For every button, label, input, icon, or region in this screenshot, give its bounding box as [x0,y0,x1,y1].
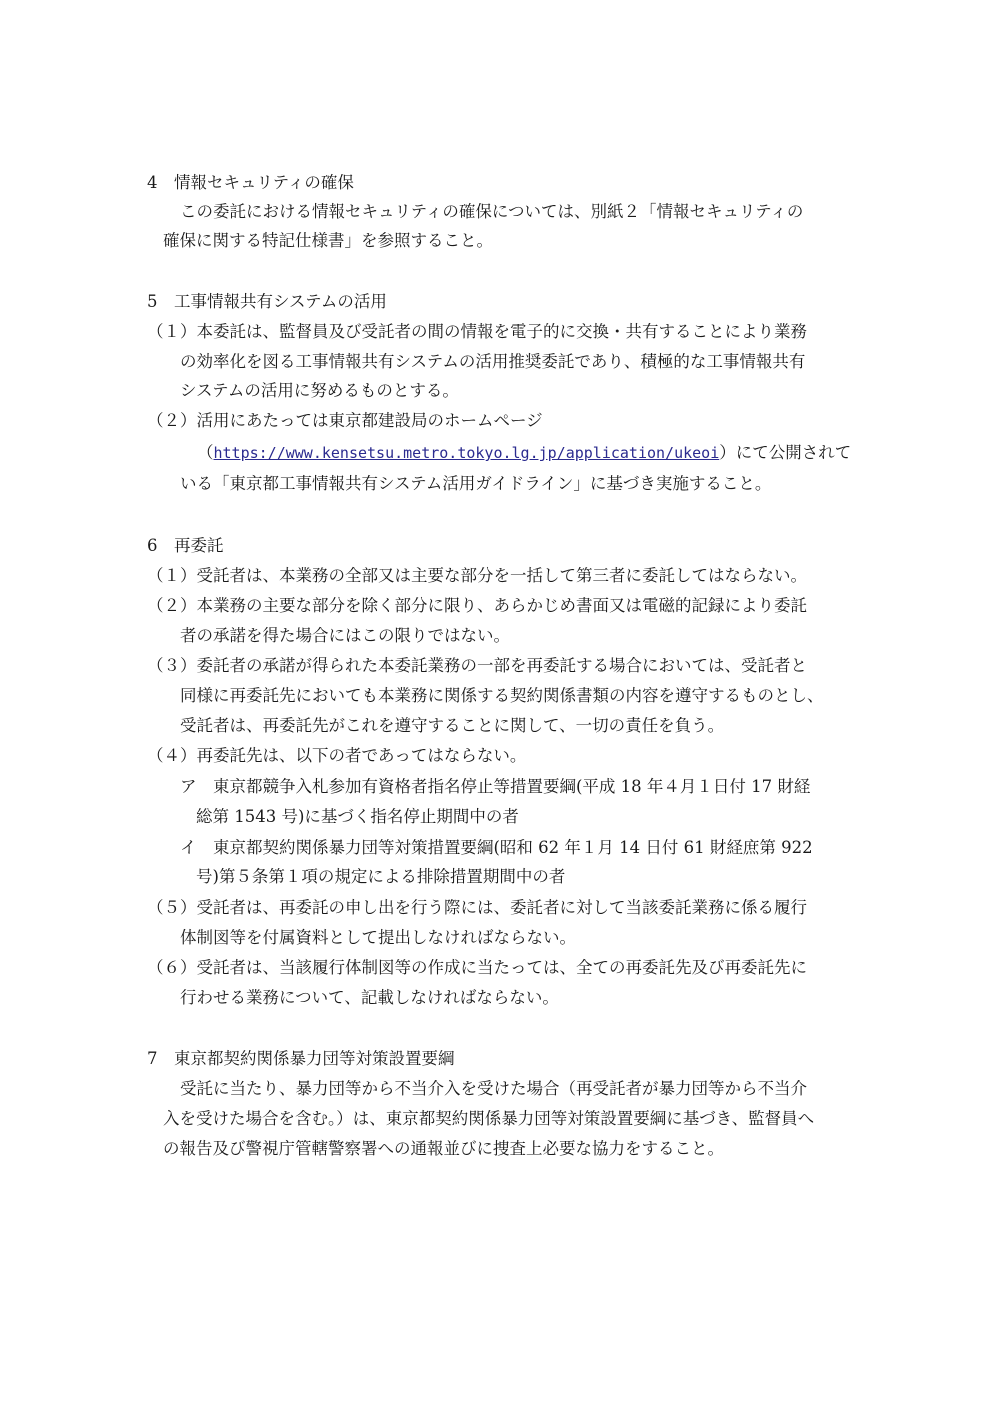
section-7-heading: 7 東京都契約関係暴力団等対策設置要綱 [147,1049,455,1068]
section-6-item-5-line: 体制図等を付属資料として提出しなければならない。 [180,928,576,947]
section-6-item-2-line: （２）本業務の主要な部分を除く部分に限り、あらかじめ書面又は電磁的記録により委託 [147,596,807,615]
section-6-item-1-line: （１）受託者は、本業務の全部又は主要な部分を一括して第三者に委託してはならない。 [147,566,807,585]
section-6-sub-a-line: 総第 1543 号)に基づく指名停止期間中の者 [196,807,519,826]
homepage-link[interactable]: https://www.kensetsu.metro.tokyo.lg.jp/application/ukeoi [213,444,720,462]
section-4-heading: 4 情報セキュリティの確保 [147,173,354,192]
url-close-text: ）にて公開されて [719,443,852,462]
section-5-item-1-line: （１）本委託は、監督員及び受託者の間の情報を電子的に交換・共有することにより業務 [147,322,807,341]
section-6-heading: 6 再委託 [147,536,224,555]
section-6-item-3-line: 同様に再委託先においても本業務に関係する契約関係書類の内容を遵守するものとし、 [180,686,824,705]
section-6-item-6-line: （６）受託者は、当該履行体制図等の作成に当たっては、全ての再委託先及び再委託先に [147,958,807,977]
section-6-item-2-line: 者の承諾を得た場合にはこの限りではない。 [180,626,510,645]
section-5-heading: 5 工事情報共有システムの活用 [147,292,387,311]
section-6-item-3-line: （３）委託者の承諾が得られた本委託業務の一部を再委託する場合においては、受託者と [147,656,807,675]
section-6-sub-a-line: ア 東京都競争入札参加有資格者指名停止等措置要綱(平成 18 年４月１日付 17 財経 [180,777,811,796]
section-5-item-2-line: （２）活用にあたっては東京都建設局のホームページ [147,411,543,430]
section-5-item-2-url-line [197,442,851,464]
section-5-item-1-line: システムの活用に努めるものとする。 [180,381,459,400]
section-6-item-3-line: 受託者は、再委託先がこれを遵守することに関して、一切の責任を負う。 [180,716,725,735]
section-6-item-4-line: （４）再委託先は、以下の者であってはならない。 [147,746,527,765]
section-6-sub-i-line: イ 東京都契約関係暴力団等対策措置要綱(昭和 62 年１月 14 日付 61 財経庶第 922 [180,838,813,857]
section-6-sub-i-line: 号)第５条第１項の規定による排除措置期間中の者 [196,867,566,886]
section-6-item-6-line: 行わせる業務について、記載しなければならない。 [180,988,559,1007]
section-7-text-line: 入を受けた場合を含む。）は、東京都契約関係暴力団等対策設置要綱に基づき、監督員へ [163,1109,815,1128]
section-5-item-1-line: の効率化を図る工事情報共有システムの活用推奨委託であり、積極的な工事情報共有 [180,352,806,371]
url-open-paren: （ [197,443,214,462]
section-4-text-line: 確保に関する特記仕様書」を参照すること。 [163,231,493,250]
section-5-item-2-line: いる「東京都工事情報共有システム活用ガイドライン」に基づき実施すること。 [180,474,772,493]
section-7-text-line: 受託に当たり、暴力団等から不当介入を受けた場合（再受託者が暴力団等から不当介 [180,1079,807,1098]
section-7-text-line: の報告及び警視庁管轄警察署への通報並びに捜査上必要な協力をすること。 [163,1139,724,1158]
section-4-text-line: この委託における情報セキュリティの確保については、別紙２「情報セキュリティの [180,202,804,221]
section-6-item-5-line: （５）受託者は、再委託の申し出を行う際には、委託者に対して当該委託業務に係る履行 [147,898,807,917]
